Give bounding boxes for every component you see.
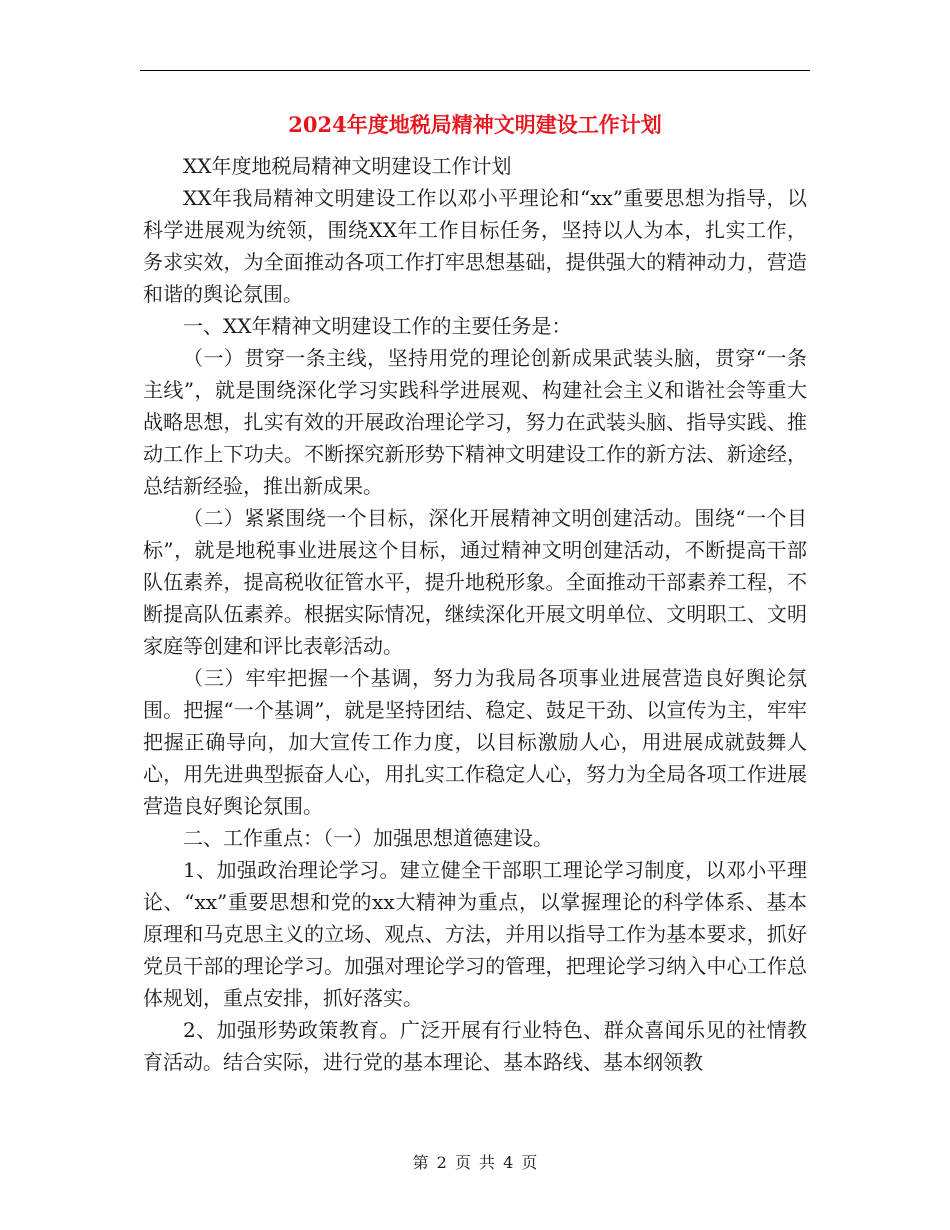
section-heading-focus: 二、工作重点：（一）加强思想道德建设。 xyxy=(183,826,553,850)
section-heading-tasks: 一、XX年精神文明建设工作的主要任务是： xyxy=(183,314,572,338)
document-title: 2024年度地税局精神文明建设工作计划 xyxy=(288,112,662,137)
document-body xyxy=(143,150,807,1078)
intro-paragraph: XX年我局精神文明建设工作以邓小平理论和“xx”重要思想为指导，以科学进展观为统领，围绕XX年工作目标任务，坚持以人为本，扎实工作，务求实效，为全面推动各项工作打牢思想基础，提供强大的精神动力，营造和谐的舆论氛围。 xyxy=(143,186,807,306)
page-number-footer: 第 2 页 共 4 页 xyxy=(412,1153,538,1172)
header-rule xyxy=(140,70,810,71)
task-two-paragraph: （二）紧紧围绕一个目标，深化开展精神文明创建活动。围绕“一个目标”，就是地税事业进展这个目标，通过精神文明创建活动，不断提高干部队伍素养，提高税收征管水平，提升地税形象。全面推动干部素养工程，不断提高队伍素养。根据实际情况，继续深化开展文明单位、文明职工、文明家庭等创建和评比表彰活动。 xyxy=(143,506,807,658)
task-one-paragraph: （一）贯穿一条主线，坚持用党的理论创新成果武装头脑，贯穿“一条主线”，就是围绕深化学习实践科学进展观、构建社会主义和谐社会等重大战略思想，扎实有效的开展政治理论学习，努力在武装头脑、指导实践、推动工作上下功夫。不断探究新形势下精神文明建设工作的新方法、新途经，总结新经验，推出新成果。 xyxy=(143,346,807,498)
task-three-paragraph: （三）牢牢把握一个基调，努力为我局各项事业进展营造良好舆论氛围。把握“一个基调”，就是坚持团结、稳定、鼓足干劲、以宣传为主，牢牢把握正确导向，加大宣传工作力度，以目标激励人心，用进展成就鼓舞人心，用先进典型振奋人心，用扎实工作稳定人心，努力为全局各项工作进展营造良好舆论氛围。 xyxy=(143,666,807,818)
focus-item-one-paragraph: 1、加强政治理论学习。建立健全干部职工理论学习制度，以邓小平理论、“xx”重要思想和党的xx大精神为重点，以掌握理论的科学体系、基本原理和马克思主义的立场、观点、方法，并用以指导工作为基本要求，抓好党员干部的理论学习。加强对理论学习的管理，把理论学习纳入中心工作总体规划，重点安排，抓好落实。 xyxy=(143,858,807,1010)
subtitle-paragraph: XX年度地税局精神文明建设工作计划 xyxy=(183,154,512,178)
focus-item-two-paragraph: 2、加强形势政策教育。广泛开展有行业特色、群众喜闻乐见的社情教育活动。结合实际，进行党的基本理论、基本路线、基本纲领教 xyxy=(143,1018,807,1074)
